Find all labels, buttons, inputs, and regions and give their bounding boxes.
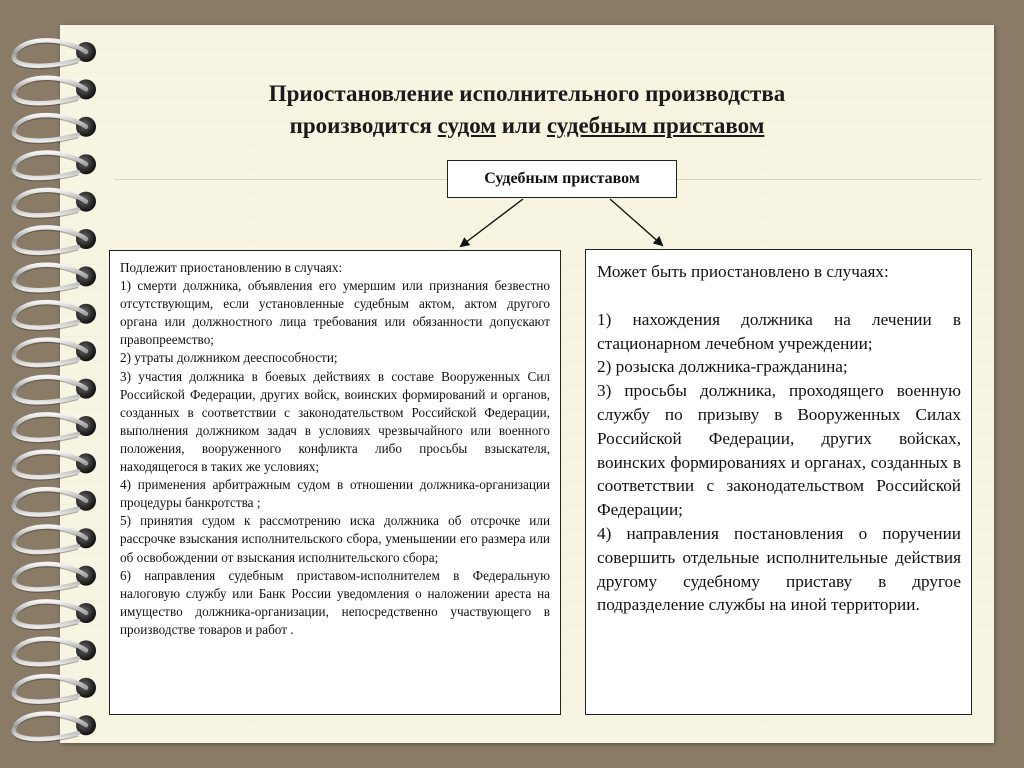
slide-title: [60, 78, 994, 142]
title-prefix: производится: [289, 113, 438, 138]
right-item: 4) направления постановления о поручении совершить отдельные исполнительные действия другому судебному приставу в другое подразделение службы на иной территории.: [597, 523, 961, 615]
spiral-ring: [14, 564, 96, 591]
left-item: 5) принятия судом к рассмотрению иска должника об отсрочке или рассрочке взыскания исполнительского сбора, уменьшении его размера или об освобождении от взыскания исполнительского сбора;: [120, 513, 550, 565]
title-or: или: [495, 113, 547, 138]
spiral-ring: [14, 414, 96, 441]
spiral-ring: [14, 377, 96, 404]
title-line-1: Приостановление исполнительного производства: [268, 81, 786, 106]
title-bailiff: судебным приставом: [546, 113, 765, 138]
right-heading: Может быть приостановлено в случаях:: [597, 262, 889, 281]
right-item: 3) просьбы должника, проходящего военную службу по призыву в Вооруженных Силах Российской Федерации, других войсках, воинских формированиях и органах, созданных в соответствии с законодательством Российской Федерации;: [597, 381, 961, 520]
spiral-ring: [14, 40, 96, 67]
left-item: 4) применения арбитражным судом в отношении должника-организации процедуры банкротства ;: [120, 477, 550, 511]
spiral-ring: [14, 227, 96, 254]
spiral-ring: [14, 153, 96, 180]
spacer: [597, 284, 961, 308]
spiral-ring: [14, 489, 96, 516]
left-item: 3) участия должника в боевых действиях в составе Вооруженных Сил Российской Федерации, других войск, воинских формирований и органов, созданных в соответствии с законодательством Российской Федерации, выполнения должником задач в условиях чрезвычайного или военного положения, вооруженного конфликта либо просьбы взыскателя, находящегося в таких же условиях;: [120, 368, 550, 475]
left-item: 6) направления судебным приставом-исполнителем в Федеральную налоговую службу или Банк России уведомления о наложении ареста на имущество должника-организации, непосредственно участвующего в производстве товаров и работ .: [120, 567, 550, 637]
spiral-ring: [14, 601, 96, 628]
spiral-ring: [14, 452, 96, 479]
title-court: судом: [437, 113, 496, 138]
spiral-ring: [14, 340, 96, 367]
mandatory-suspension-box: [109, 250, 561, 715]
spiral-ring: [14, 302, 96, 329]
left-heading: Подлежит приостановлению в случаях:: [120, 260, 343, 275]
right-item: 2) розыска должника-гражданина;: [597, 357, 848, 377]
bailiff-box: Судебным приставом: [447, 160, 677, 198]
spiral-ring: [14, 639, 96, 666]
spiral-ring: [14, 527, 96, 554]
left-item: 2) утраты должником дееспособности;: [120, 350, 338, 366]
spiral-ring: [14, 190, 96, 217]
spiral-ring: [14, 676, 96, 703]
title-line-2: [60, 110, 994, 142]
left-item: 1) смерти должника, объявления его умершим или признания безвестно отсутствующим, если установленные судебным актом, актом другого органа или должностного лица требования или обязанности допускают правопреемство;: [120, 278, 550, 348]
optional-suspension-box: [585, 249, 972, 715]
spiral-ring: [14, 714, 96, 741]
spiral-ring: [14, 265, 96, 292]
right-item: 1) нахождения должника на лечении в стационарном лечебном учреждении;: [597, 309, 961, 353]
